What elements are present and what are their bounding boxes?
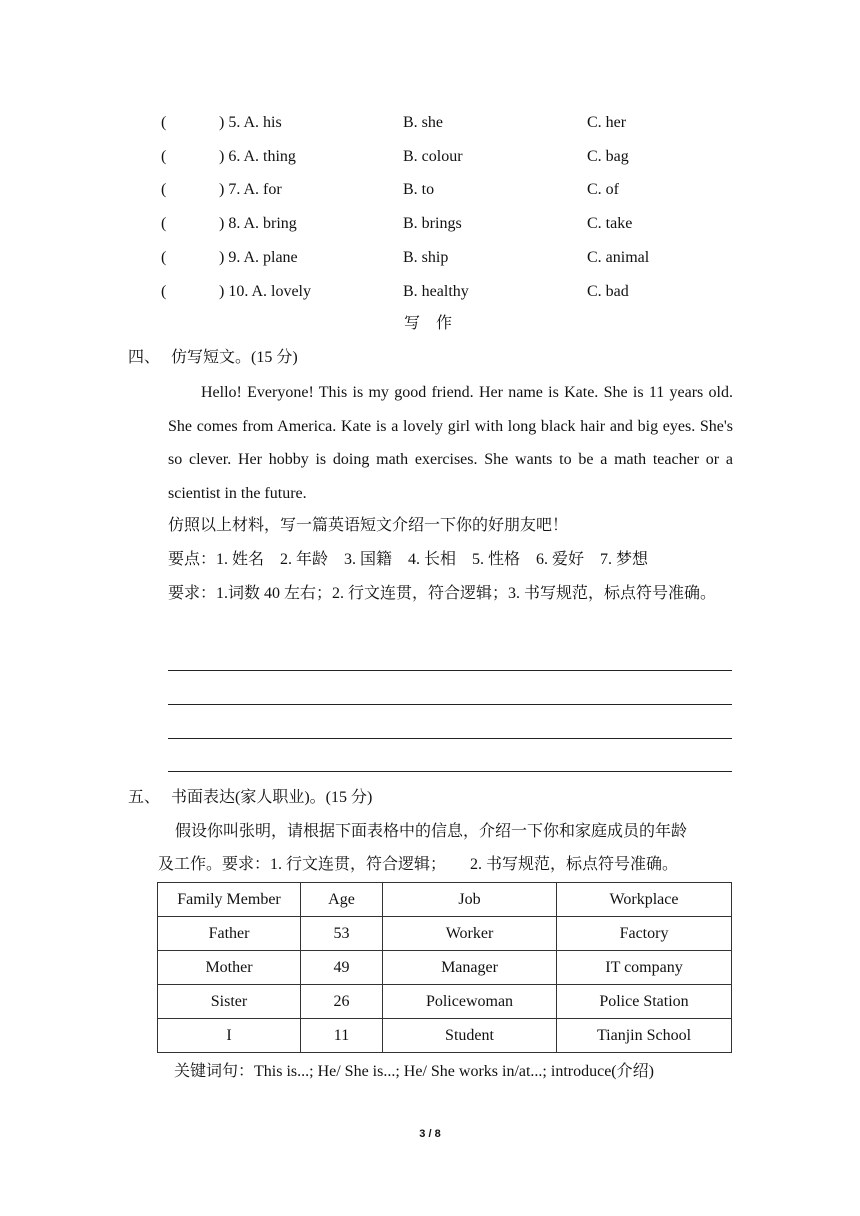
table-cell: I bbox=[158, 1019, 301, 1053]
writing-line-1[interactable] bbox=[168, 670, 732, 671]
q5-number: 五、 bbox=[128, 789, 161, 806]
answer-paren[interactable]: ( bbox=[161, 215, 167, 232]
option-c: C. of bbox=[587, 181, 619, 198]
table-row bbox=[158, 985, 732, 1019]
option-a: ) 9. A. plane bbox=[219, 249, 298, 266]
option-a: ) 5. A. his bbox=[219, 114, 282, 131]
answer-paren[interactable]: ( bbox=[161, 114, 167, 131]
option-b: B. to bbox=[403, 181, 435, 198]
q4-requirements: 要求：1.词数 40 左右；2. 行文连贯，符合逻辑；3. 书写规范，标点符号准确。 bbox=[168, 585, 717, 602]
option-b: B. brings bbox=[403, 215, 462, 232]
q5-intro-line1: 假设你叫张明，请根据下面表格中的信息，介绍一下你和家庭成员的年龄 bbox=[175, 823, 688, 840]
table-cell: 49 bbox=[301, 951, 383, 985]
option-c: C. take bbox=[587, 215, 633, 232]
q4-number: 四、 bbox=[128, 349, 161, 366]
option-b: B. ship bbox=[403, 249, 449, 266]
page-number: 3 / 8 bbox=[419, 1128, 441, 1140]
q5-key-phrases: 关键词句：This is...; He/ She is...; He/ She works in/at...; introduce(介绍) bbox=[174, 1063, 654, 1080]
q5-intro-line2: 及工作。要求：1. 行文连贯，符合逻辑； 2. 书写规范，标点符号准确。 bbox=[158, 856, 679, 873]
option-b: B. she bbox=[403, 114, 443, 131]
writing-line-2[interactable] bbox=[168, 704, 732, 705]
writing-line-3[interactable] bbox=[168, 738, 732, 739]
choice-row-5 bbox=[0, 111, 860, 135]
option-b: B. healthy bbox=[403, 283, 469, 300]
table-cell: Sister bbox=[158, 985, 301, 1019]
table-cell: Manager bbox=[383, 951, 557, 985]
table-cell: 11 bbox=[301, 1019, 383, 1053]
table-cell: Student bbox=[383, 1019, 557, 1053]
table-cell: Worker bbox=[383, 917, 557, 951]
choice-row-9 bbox=[0, 246, 860, 270]
option-c: C. animal bbox=[587, 249, 650, 266]
table-cell: Mother bbox=[158, 951, 301, 985]
header-job: Job bbox=[383, 883, 557, 917]
table-cell: Tianjin School bbox=[557, 1019, 732, 1053]
option-a: ) 8. A. bring bbox=[219, 215, 297, 232]
choice-row-10 bbox=[0, 280, 860, 304]
q4-instruction: 仿照以上材料，写一篇英语短文介绍一下你的好朋友吧！ bbox=[168, 517, 569, 534]
table-header-row bbox=[158, 883, 732, 917]
table-cell: 53 bbox=[301, 917, 383, 951]
family-table bbox=[157, 882, 732, 1053]
table-row bbox=[158, 1019, 732, 1053]
answer-paren[interactable]: ( bbox=[161, 181, 167, 198]
q4-points: 要点：1. 姓名 2. 年龄 3. 国籍 4. 长相 5. 性格 6. 爱好 7. 梦想 bbox=[168, 551, 649, 568]
option-a: ) 10. A. lovely bbox=[219, 283, 311, 300]
choice-row-7 bbox=[0, 178, 860, 202]
choice-row-6 bbox=[0, 145, 860, 169]
table-cell: IT company bbox=[557, 951, 732, 985]
writing-line-4[interactable] bbox=[168, 771, 732, 772]
table-row bbox=[158, 917, 732, 951]
header-family-member: Family Member bbox=[158, 883, 301, 917]
answer-paren[interactable]: ( bbox=[161, 249, 167, 266]
table-cell: Father bbox=[158, 917, 301, 951]
option-c: C. her bbox=[587, 114, 627, 131]
section-heading-writing: 写 作 bbox=[404, 315, 453, 332]
table-cell: Factory bbox=[557, 917, 732, 951]
table-cell: 26 bbox=[301, 985, 383, 1019]
option-c: C. bad bbox=[587, 283, 629, 300]
choice-row-8 bbox=[0, 212, 860, 236]
table-cell: Police Station bbox=[557, 985, 732, 1019]
header-age: Age bbox=[301, 883, 383, 917]
answer-paren[interactable]: ( bbox=[161, 148, 167, 165]
q4-passage: Hello! Everyone! This is my good friend. Her name is Kate. She is 11 years old. She comes from America. Kate is a lovely girl with long black hair and big eyes. She's so clever. Her hobby is doing math exercises. She wants to be a math teacher or a scientist in the future. bbox=[168, 384, 733, 502]
option-b: B. colour bbox=[403, 148, 463, 165]
q5-title: 书面表达(家人职业)。(15 分) bbox=[171, 789, 373, 806]
answer-paren[interactable]: ( bbox=[161, 283, 167, 300]
table-row bbox=[158, 951, 732, 985]
option-a: ) 7. A. for bbox=[219, 181, 282, 198]
header-workplace: Workplace bbox=[557, 883, 732, 917]
table-cell: Policewoman bbox=[383, 985, 557, 1019]
q4-title: 仿写短文。(15 分) bbox=[171, 349, 298, 366]
option-c: C. bag bbox=[587, 148, 629, 165]
option-a: ) 6. A. thing bbox=[219, 148, 296, 165]
